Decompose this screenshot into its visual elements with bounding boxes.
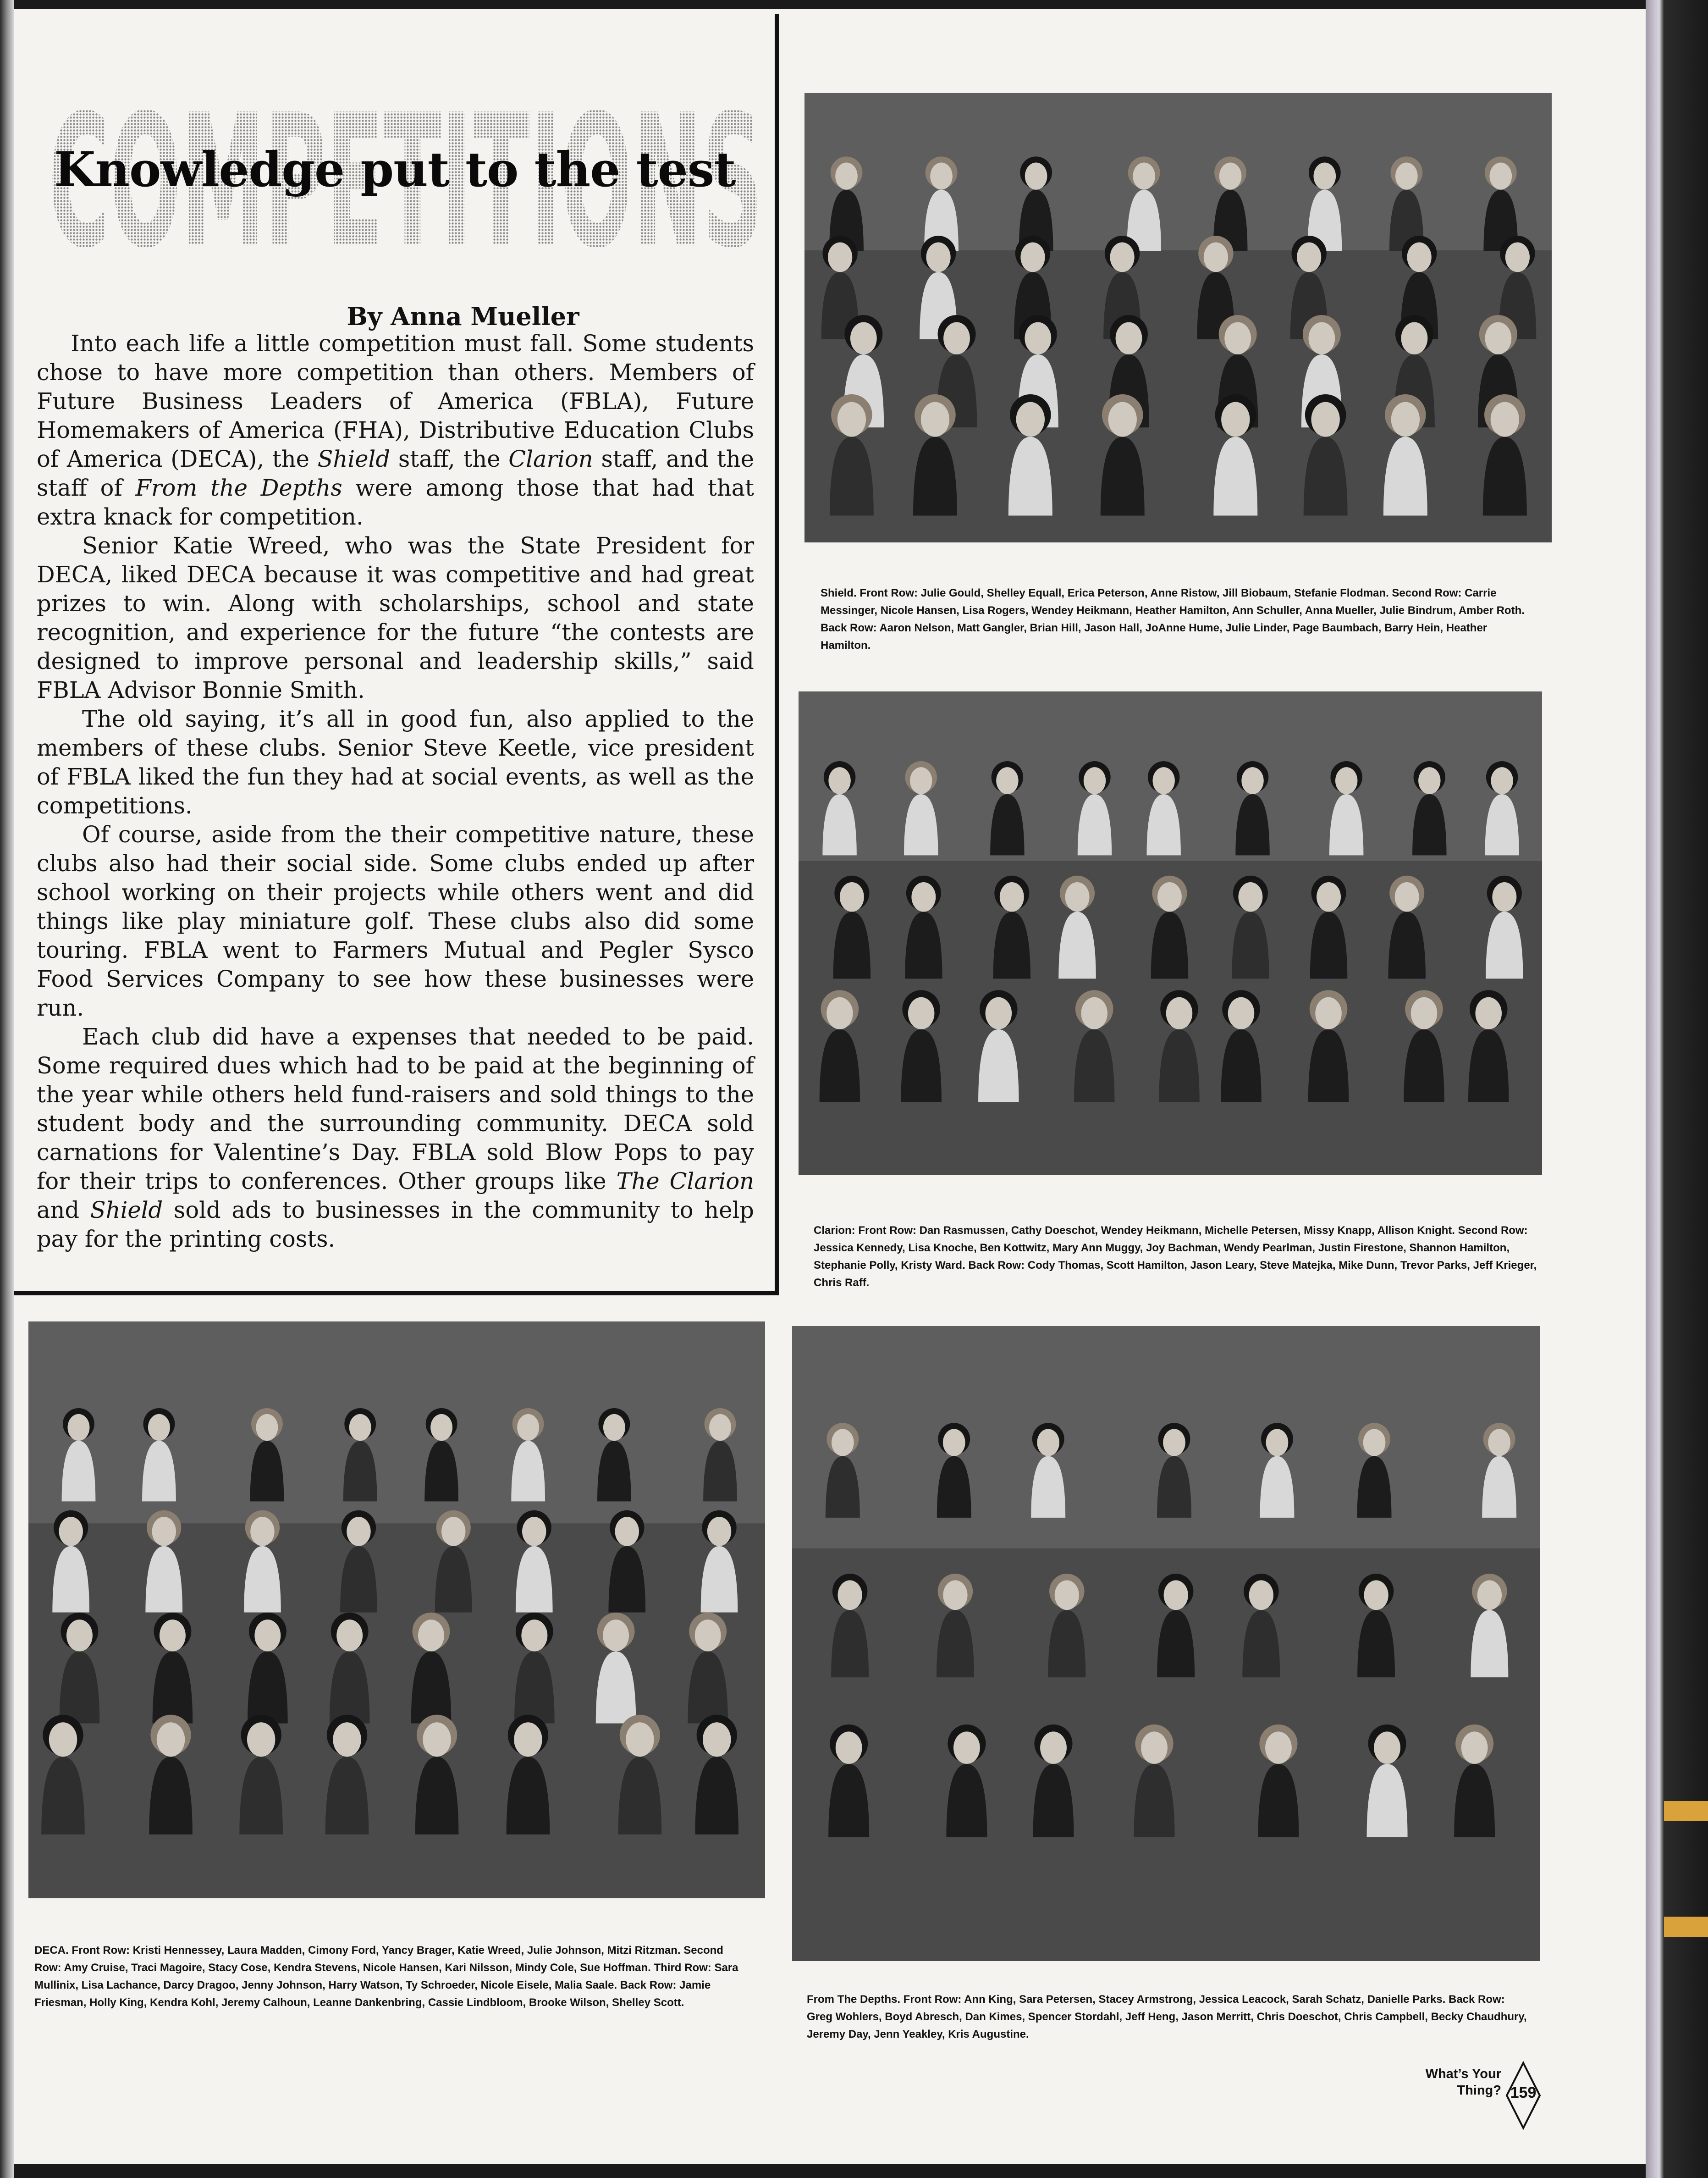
article-paragraph: The old saying, it’s all in good fun, also applied to the members of these clubs. Senior Steve Keetle, vice president of FBLA liked the fun they had at social events, as well as the competitions. bbox=[37, 706, 754, 819]
shield-caption bbox=[821, 585, 1538, 654]
article-byline: By Anna Mueller bbox=[347, 302, 579, 331]
article-body bbox=[37, 329, 754, 1254]
column-divider-vertical bbox=[775, 14, 779, 1295]
deca-caption bbox=[34, 1942, 749, 2012]
clarion-caption-text: Front Row: Dan Rasmussen, Cathy Doeschot, Wendey Heikmann, Michelle Petersen, Missy Knapp, Allison Knight. Second Row: Jessica Kennedy, Lisa Knoche, Ben Kottwitz, Mary Ann Muggy, Joy Bachman, Wendy Pearlman, Justin Firestone, Shannon Hamilton, Stephanie Polly, Kristy Ward. Back Row: Cody Thomas, Scott Hamilton, Jason Leary, Steve Matejka, Mike Dunn, Trevor Parks, Jeff Krieger, Chris Raff. bbox=[814, 1224, 1537, 1289]
depths-caption-text: Front Row: Ann King, Sara Petersen, Stacey Armstrong, Jessica Leacock, Sarah Schatz, Danielle Parks. Back Row: Greg Wohlers, Boyd Abresch, Dan Kimes, Spencer Stordahl, Jeff Heng, Jason Merritt, Chris Doeschot, Chris Campbell, Becky Chaudhury, Jeremy Day, Jenn Yeakley, Kris Augustine. bbox=[807, 1993, 1527, 2040]
deca-caption-text: Front Row: Kristi Hennessey, Laura Madden, Cimony Ford, Yancy Brager, Katie Wreed, Julie Johnson, Mitzi Ritzman. Second Row: Amy Cruise, Traci Magoire, Stacy Cose, Kendra Stevens, Nicole Hansen, Kari Nilsson, Mindy Cole, Sue Hoffman. Third Row: Sara Mullinix, Lisa Lachance, Darcy Dragoo, Jenny Johnson, Harry Watson, Ty Schroeder, Nicole Eisele, Malia Saale. Back Row: Jamie Friesman, Holly King, Kendra Kohl, Jeremy Calhoun, Leanne Dankenbring, Cassie Lindbloom, Brooke Wilson, Shelley Scott. bbox=[34, 1944, 738, 2009]
article-headline: Knowledge put to the test bbox=[54, 141, 736, 198]
binding-edge bbox=[0, 0, 14, 2178]
article-paragraph: Into each life a little competition must fall. Some students chose to have more competition than others. Members of Future Business Leaders of America (FBLA), Future Homemakers of America (FHA), Distributive Education Clubs of America (DECA), the Shield staff, the Clarion staff, and the staff of From the Depths were among those that had that extra knack for competition. bbox=[37, 330, 754, 530]
section-title bbox=[1410, 2066, 1501, 2099]
section-title-line2: Thing? bbox=[1457, 2083, 1501, 2098]
index-tab-lower bbox=[1664, 1917, 1708, 1937]
column-divider-horizontal bbox=[14, 1291, 779, 1295]
article-paragraph: Of course, aside from the their competitive nature, these clubs also had their social side. Some clubs ended up after school working on their projects while others went and did things like play miniature golf. These clubs also did some touring. FBLA went to Farmers Mutual and Pegler Sysco Food Services Company to see how these businesses were run. bbox=[37, 821, 754, 1021]
section-title-line1: What’s Your bbox=[1425, 2067, 1501, 2081]
depths-caption-lead: From The Depths. bbox=[807, 1993, 901, 2006]
index-tab-upper bbox=[1664, 1801, 1708, 1821]
depths-caption bbox=[807, 1991, 1531, 2043]
page-stack-edge bbox=[1646, 0, 1708, 2178]
decorative-title-text: COMPETITIONS bbox=[48, 76, 763, 273]
clarion-caption-lead: Clarion: bbox=[814, 1224, 855, 1237]
clarion-caption bbox=[814, 1222, 1538, 1292]
page-number: 159 bbox=[1510, 2084, 1537, 2101]
article-paragraph: Each club did have a expenses that needed to be paid. Some required dues which had to be paid at the beginning of the year while others held fund-raisers and sold things to the student body and the surrounding community. DECA sold carnations for Valentine’s Day. FBLA sold Blow Pops to pay for their trips to conferences. Other groups like The Clarion and Shield sold ads to businesses in the community to help pay for the printing costs. bbox=[37, 1023, 754, 1252]
page-number-badge bbox=[1505, 2061, 1542, 2130]
shield-caption-text: Front Row: Julie Gould, Shelley Equall, Erica Peterson, Anne Ristow, Jill Biobaum, Stefanie Flodman. Second Row: Carrie Messinger, Nicole Hansen, Lisa Rogers, Wendey Heikmann, Heather Hamilton, Ann Schuller, Anna Mueller, Julie Bindrum, Amber Roth. Back Row: Aaron Nelson, Matt Gangler, Brian Hill, Jason Hall, JoAnne Hume, Julie Linder, Page Baumbach, Barry Hein, Heather Hamilton. bbox=[821, 587, 1525, 652]
deca-caption-lead: DECA. bbox=[34, 1944, 69, 1957]
shield-group-photo bbox=[804, 93, 1552, 542]
article-paragraph: Senior Katie Wreed, who was the State President for DECA, liked DECA because it was competitive and had great prizes to win. Along with scholarships, school and state recognition, and experience for the future “the contests are designed to improve personal and leadership skills,” said FBLA Advisor Bonnie Smith. bbox=[37, 532, 754, 703]
depths-group-photo bbox=[792, 1326, 1540, 1961]
shield-caption-lead: Shield. bbox=[821, 587, 857, 599]
clarion-group-photo bbox=[799, 691, 1542, 1175]
deca-group-photo bbox=[28, 1321, 765, 1898]
